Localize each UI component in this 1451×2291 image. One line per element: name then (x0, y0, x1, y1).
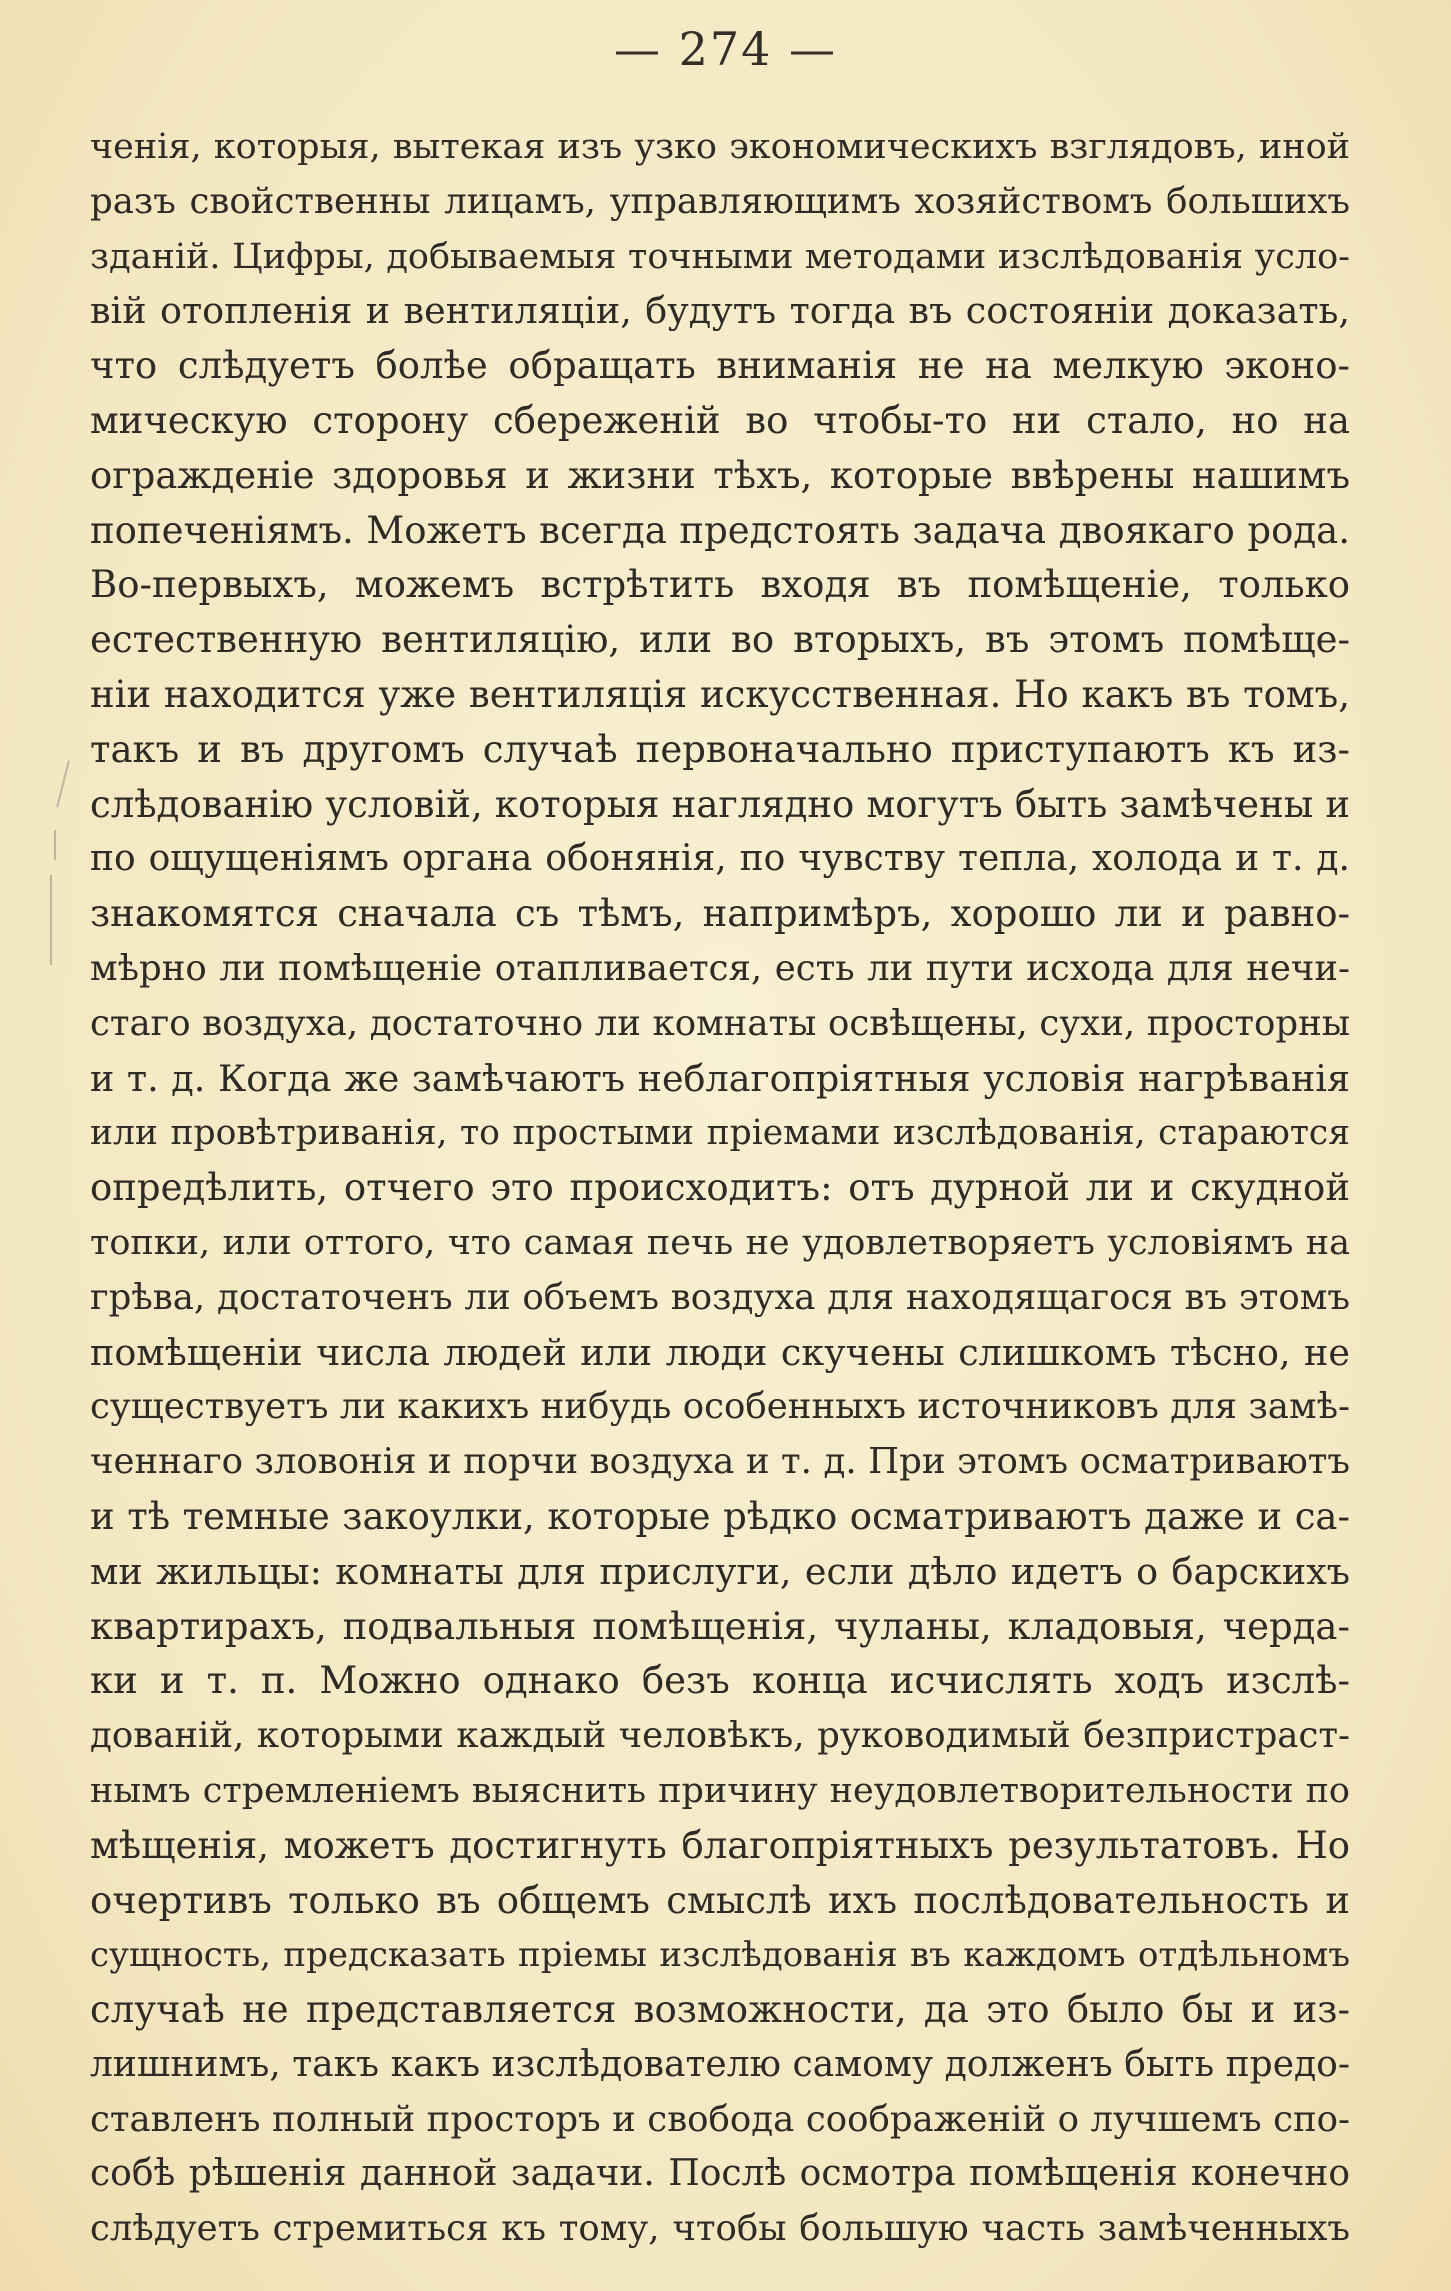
margin-mark (56, 760, 70, 807)
text-line: вій отопленія и вентиляціи, будутъ тогда въ состояніи доказать, (90, 289, 1350, 333)
text-line: очертивъ только въ общемъ смыслѣ ихъ послѣдовательность и (90, 1878, 1350, 1922)
text-line: разъ свойственны лицамъ, управляющимъ хозяйствомъ большихъ (90, 180, 1350, 222)
text-line: топки, или оттого, что самая печь не удовлетворяетъ условіямъ на (90, 1222, 1350, 1263)
text-line: знакомятся сначала съ тѣмъ, напримѣръ, хорошо ли и равно- (90, 892, 1350, 936)
margin-mark (54, 830, 56, 860)
text-line: и тѣ темные закоулки, которые рѣдко осматриваютъ даже и са- (90, 1494, 1350, 1538)
text-line: собѣ рѣшенія данной задачи. Послѣ осмотра помѣщенія конечно (90, 2153, 1350, 2195)
text-line: мѣщенія, можетъ достигнуть благопріятныхъ результатовъ. Но (90, 1823, 1350, 1867)
text-line: ки и т. п. Можно однако безъ конца исчислять ходъ изслѣ- (90, 1659, 1350, 1703)
page-number: — 274 — (613, 22, 838, 76)
text-line: ченнаго зловонія и порчи воздуха и т. д. При этомъ осматриваютъ (90, 1441, 1350, 1483)
text-line: лишнимъ, такъ какъ изслѣдователю самому долженъ быть предо- (90, 2043, 1350, 2085)
text-line: по ощущеніямъ органа обонянія, по чувству тепла, холода и т. д. (90, 838, 1350, 880)
text-line: дованій, которыми каждый человѣкъ, руководимый безпристраст- (90, 1715, 1350, 1757)
text-line: естественную вентиляцію, или во вторыхъ, въ этомъ помѣще- (90, 618, 1350, 662)
text-line: мѣрно ли помѣщеніе отапливается, есть ли пути исхода для нечи- (90, 947, 1350, 989)
text-line: ніи находится уже вентиляція искусственная. Но какъ въ томъ, (90, 672, 1350, 716)
text-line: ми жильцы: комнаты для прислуги, если дѣло идетъ о барскихъ (90, 1549, 1350, 1593)
text-line: опредѣлить, отчего это происходитъ: отъ дурной ли и скудной (90, 1166, 1350, 1210)
text-line: существуетъ ли какихъ нибудь особенныхъ источниковъ для замѣ- (90, 1386, 1350, 1428)
text-line: стаго воздуха, достаточно ли комнаты освѣщены, сухи, просторны (90, 1002, 1350, 1044)
text-line: нымъ стремленіемъ выяснить причину неудовлетворительности по (90, 1770, 1350, 1811)
text-line: огражденіе здоровья и жизни тѣхъ, которые ввѣрены нашимъ (90, 453, 1350, 497)
margin-mark (50, 875, 52, 965)
text-line: попеченіямъ. Можетъ всегда предстоять задача двоякаго рода. (90, 508, 1350, 552)
text-line: такъ и въ другомъ случаѣ первоначально приступаютъ къ из- (90, 727, 1350, 771)
text-line: или провѣтриванія, то простыми пріемами изслѣдованія, стараются (90, 1113, 1350, 1154)
text-line: случаѣ не представляется возможности, да это было бы и из- (90, 1988, 1350, 2032)
text-line: помѣщеніи числа людей или люди скучены слишкомъ тѣсно, не (90, 1330, 1350, 1374)
text-line: Во-первыхъ, можемъ встрѣтить входя въ помѣщеніе, только (90, 563, 1350, 607)
text-line: слѣдованію условій, которыя наглядно могутъ быть замѣчены и (90, 782, 1350, 826)
text-line: сущность, предсказать пріемы изслѣдованія въ каждомъ отдѣльномъ (90, 1935, 1350, 1976)
text-line: слѣдуетъ стремиться къ тому, чтобы большую часть замѣченныхъ (90, 2208, 1350, 2250)
text-line: ставленъ полный просторъ и свобода соображеній о лучшемъ спо- (90, 2098, 1350, 2140)
text-line: мическую сторону сбереженій во чтобы-то ни стало, но на (90, 398, 1350, 442)
text-line: грѣва, достаточенъ ли объемъ воздуха для находящагося въ этомъ (90, 1276, 1350, 1318)
text-line: и т. д. Когда же замѣчаютъ неблагопріятныя условія нагрѣванія (90, 1056, 1350, 1100)
text-line: зданій. Цифры, добываемыя точными методами изслѣдованія усло- (90, 236, 1350, 277)
text-line: что слѣдуетъ болѣе обращать вниманія не на мелкую эконо- (90, 344, 1350, 388)
body-text (90, 120, 1350, 2257)
text-line: квартирахъ, подвальныя помѣщенія, чуланы, кладовыя, черда- (90, 1604, 1350, 1648)
text-line: ченія, которыя, вытекая изъ узко экономическихъ взглядовъ, иной (90, 127, 1350, 167)
